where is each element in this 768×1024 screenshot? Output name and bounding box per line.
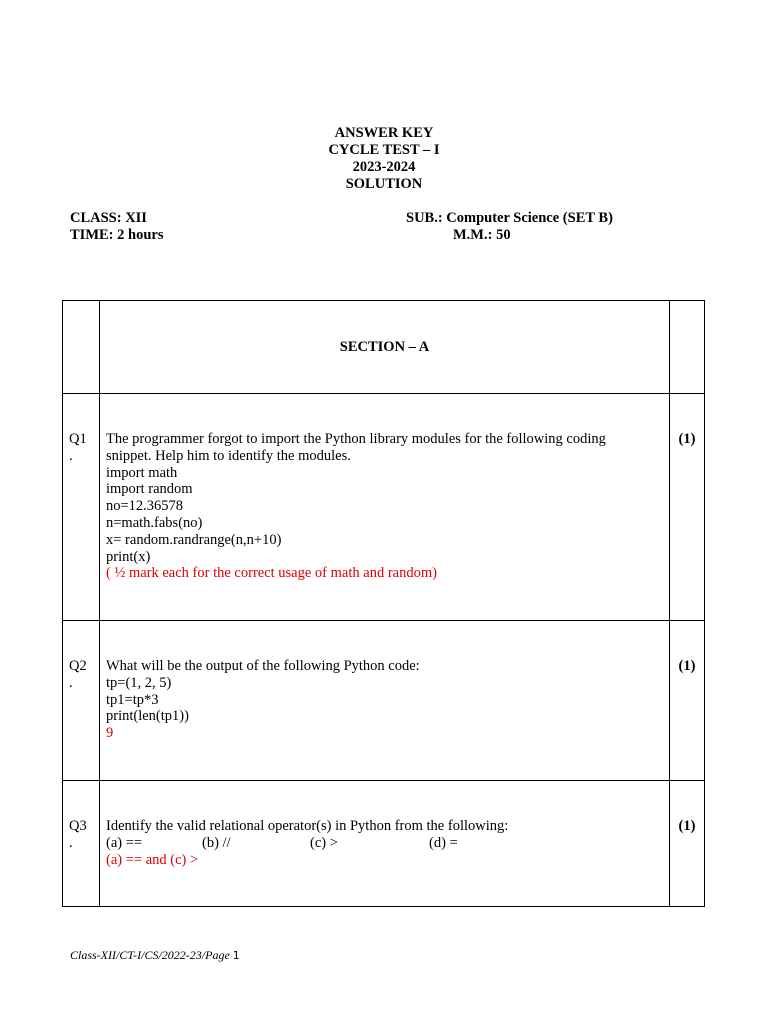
- question-number-text: Q3: [69, 818, 87, 834]
- title-solution: SOLUTION: [345, 176, 423, 192]
- title-year: 2023-2024: [352, 159, 416, 175]
- question-number-text: Q2: [69, 658, 87, 674]
- code-line: print(x): [106, 548, 151, 565]
- question-line: snippet. Help him to identify the modules.: [106, 447, 351, 464]
- code-line: n=math.fabs(no): [106, 514, 203, 531]
- option-d: (d) =: [429, 834, 458, 851]
- question-number-dot: .: [69, 834, 73, 851]
- options-row: [106, 835, 665, 852]
- question-line: Identify the valid relational operator(s) in Python from the following:: [106, 818, 509, 834]
- code-line: x= random.randrange(n,n+10): [106, 531, 282, 548]
- table-row-q1: [63, 394, 705, 621]
- section-title: SECTION – A: [100, 301, 670, 394]
- marks-value: (1): [678, 658, 696, 674]
- code-line: import math: [106, 464, 178, 481]
- answer-text: 9: [106, 725, 114, 742]
- title-answer-key: ANSWER KEY: [334, 125, 434, 141]
- page-footer: [70, 948, 240, 963]
- option-c: (c) >: [310, 834, 338, 851]
- class-label: CLASS: XII: [70, 210, 147, 226]
- question-line: The programmer forgot to import the Python library modules for the following coding: [106, 431, 606, 447]
- table-row-q2: [63, 621, 705, 781]
- code-line: print(len(tp1)): [106, 708, 189, 725]
- question-number-dot: .: [69, 447, 73, 464]
- subject-label: SUB.: Computer Science (SET B): [406, 210, 613, 226]
- question-text: [100, 394, 670, 621]
- page-number: 1: [232, 949, 240, 962]
- question-table: [62, 300, 705, 907]
- answer-text: ( ½ mark each for the correct usage of math and random): [106, 565, 437, 582]
- question-number: [63, 394, 100, 621]
- marks-cell: [670, 621, 705, 781]
- marks-value: (1): [678, 818, 696, 834]
- question-number-dot: .: [69, 674, 73, 691]
- section-blank-cell: [670, 301, 705, 394]
- section-row: [63, 301, 705, 394]
- time-label: TIME: 2 hours: [70, 227, 164, 243]
- question-number-text: Q1: [69, 431, 87, 447]
- question-text: [100, 781, 670, 907]
- table-row-q3: [63, 781, 705, 907]
- code-line: import random: [106, 481, 193, 498]
- title-cycle-test: CYCLE TEST – I: [328, 142, 440, 158]
- question-number: [63, 781, 100, 907]
- code-line: tp1=tp*3: [106, 691, 159, 708]
- marks-value: (1): [678, 431, 696, 447]
- footer-text: Class-XII/CT-I/CS/2022-23/Page: [70, 948, 233, 962]
- marks-cell: [670, 394, 705, 621]
- section-blank-cell: [63, 301, 100, 394]
- option-a: (a) ==: [106, 834, 143, 851]
- marks-cell: [670, 781, 705, 907]
- option-b: (b) //: [202, 834, 231, 851]
- question-number: [63, 621, 100, 781]
- question-text: [100, 621, 670, 781]
- code-line: no=12.36578: [106, 498, 184, 515]
- code-line: tp=(1, 2, 5): [106, 674, 172, 691]
- answer-text: (a) == and (c) >: [106, 851, 199, 868]
- max-marks-label: M.M.: 50: [453, 227, 511, 243]
- question-line: What will be the output of the following Python code:: [106, 658, 420, 674]
